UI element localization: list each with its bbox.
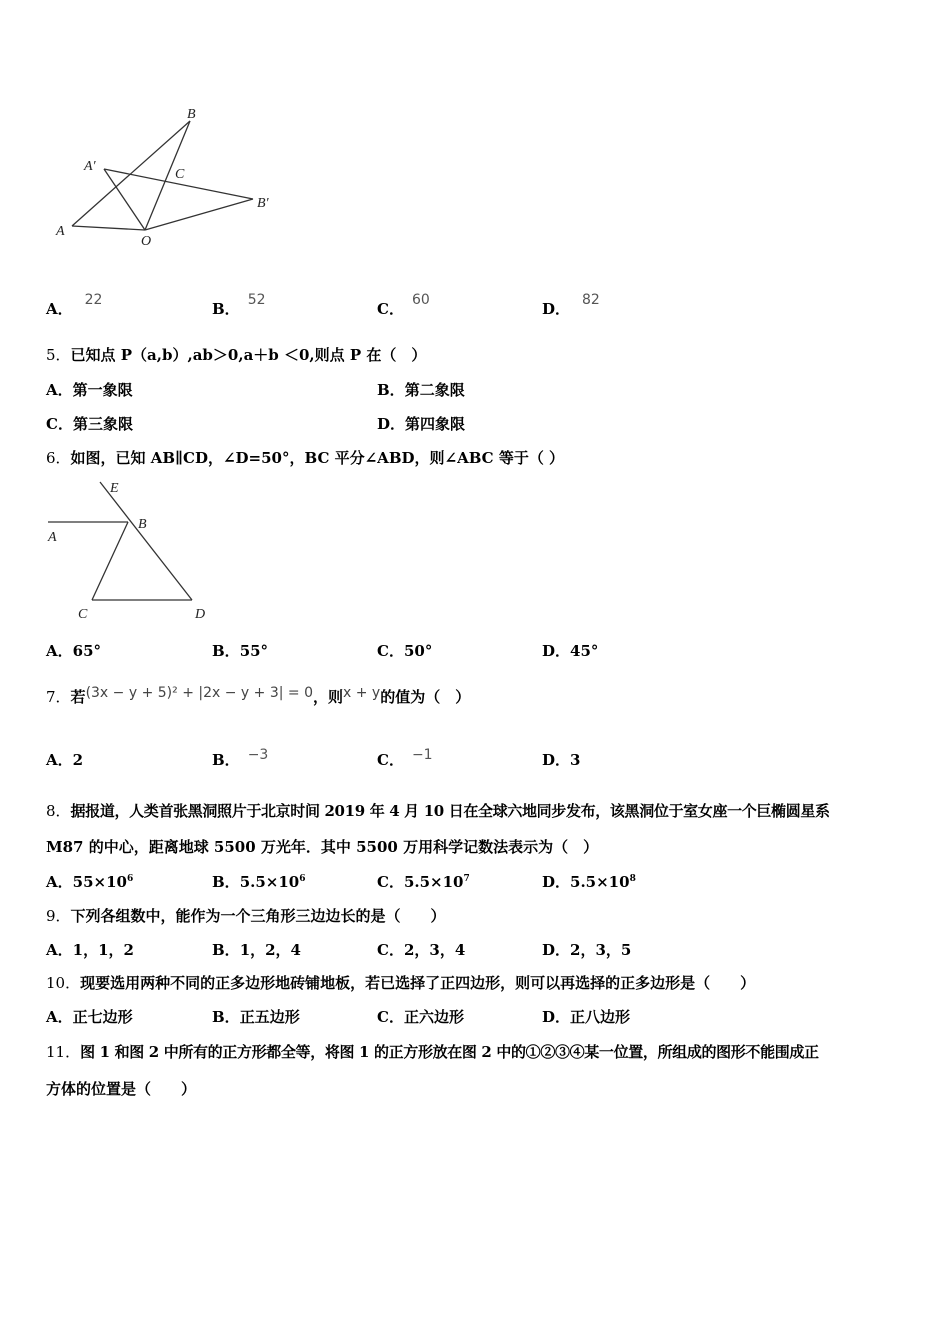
q11-stem-line1: 11．图 1 和图 2 中所有的正方形都全等，将图 1 的正方形放在图 2 中的①②③④某一位置，所组成的图形不能围成正 bbox=[46, 1043, 819, 1061]
q4-label-C: C bbox=[175, 167, 185, 182]
q10-option-c[interactable]: C．正六边形 bbox=[377, 1008, 464, 1026]
q6-stem: 6．如图，已知 AB∥CD，∠D=50°，BC 平分∠ABD，则∠ABC 等于（ ） bbox=[46, 449, 565, 467]
q8-option-a[interactable]: A．$55\times 10^6$ bbox=[46, 873, 134, 891]
q9-option-c[interactable]: C．2，3，4 bbox=[377, 941, 466, 959]
q6-option-d[interactable]: D．45° bbox=[542, 642, 599, 660]
q4-label-A-prime: A′ bbox=[84, 159, 96, 174]
q6-option-c[interactable]: C．50° bbox=[377, 642, 433, 660]
q6-label-B: B bbox=[138, 517, 147, 532]
q6-label-E: E bbox=[110, 481, 119, 496]
q5-option-b[interactable]: B．第二象限 bbox=[377, 381, 465, 399]
q7-option-b[interactable]: B． −3 bbox=[212, 747, 269, 769]
q4-option-b[interactable]: B． 52 bbox=[212, 292, 266, 318]
q10-option-a[interactable]: A．正七边形 bbox=[46, 1008, 133, 1026]
q10-stem: 10．现要选用两种不同的正多边形地砖铺地板，若已选择了正四边形，则可以再选择的正多边形是（ ） bbox=[46, 974, 756, 992]
q4-option-a[interactable]: A． 22 bbox=[46, 292, 103, 318]
q10-option-d[interactable]: D．正八边形 bbox=[542, 1008, 631, 1026]
q7-option-d[interactable]: D．3 bbox=[542, 751, 581, 769]
q5-stem: 5．已知点 P（a,b）,ab＞0,a＋b ＜0,则点 P 在（ ） bbox=[46, 346, 427, 364]
q7-equation: (3x − y + 5)² + |2x − y + 3| = 0 bbox=[85, 685, 313, 701]
q8-option-c[interactable]: C．$5.5\times 10^7$ bbox=[377, 873, 470, 891]
q4-label-B-prime: B′ bbox=[257, 196, 269, 211]
q8-stem-line1: 8．据报道，人类首张黑洞照片于北京时间 2019 年 4 月 10 日在全球六地同步发布，该黑洞位于室女座一个巨椭圆星系 bbox=[46, 802, 830, 820]
q6-label-C: C bbox=[78, 607, 88, 622]
q9-option-a[interactable]: A．1，1，2 bbox=[46, 941, 134, 959]
q4-figure bbox=[46, 100, 296, 260]
q8-stem-line2: M87 的中心，距离地球 5500 万光年．其中 5500 万用科学记数法表示为（ ） bbox=[46, 838, 599, 856]
q11-stem-line2: 方体的位置是（ ） bbox=[46, 1080, 197, 1098]
q6-label-D: D bbox=[195, 607, 206, 622]
q9-stem: 9．下列各组数中，能作为一个三角形三边边长的是（ ） bbox=[46, 907, 446, 925]
q6-option-a[interactable]: A．65° bbox=[46, 642, 102, 660]
q5-option-a[interactable]: A．第一象限 bbox=[46, 381, 133, 399]
q6-figure bbox=[44, 476, 209, 626]
q4-label-O: O bbox=[141, 234, 152, 249]
q4-option-c[interactable]: C． 60 bbox=[377, 292, 430, 318]
q5-option-c[interactable]: C．第三象限 bbox=[46, 415, 133, 433]
q7-stem: 7．若(3x − y + 5)² + |2x − y + 3| = 0，则x + y的值为（ ） bbox=[46, 685, 471, 706]
q6-label-A: A bbox=[48, 530, 57, 545]
q4-option-d[interactable]: D． 82 bbox=[542, 292, 600, 318]
q7-option-c[interactable]: C． −1 bbox=[377, 747, 433, 769]
q9-option-d[interactable]: D．2，3，5 bbox=[542, 941, 632, 959]
q8-option-d[interactable]: D．$5.5\times 10^8$ bbox=[542, 873, 636, 891]
q4-label-B: B bbox=[187, 107, 196, 122]
q7-option-a[interactable]: A．2 bbox=[46, 751, 84, 769]
q4-label-A: A bbox=[56, 224, 65, 239]
q7-expression: x + y bbox=[343, 685, 381, 701]
q6-option-b[interactable]: B．55° bbox=[212, 642, 269, 660]
q8-option-b[interactable]: B．$5.5\times 10^6$ bbox=[212, 873, 306, 891]
q10-option-b[interactable]: B．正五边形 bbox=[212, 1008, 300, 1026]
q5-option-d[interactable]: D．第四象限 bbox=[377, 415, 466, 433]
q9-option-b[interactable]: B．1，2，4 bbox=[212, 941, 301, 959]
